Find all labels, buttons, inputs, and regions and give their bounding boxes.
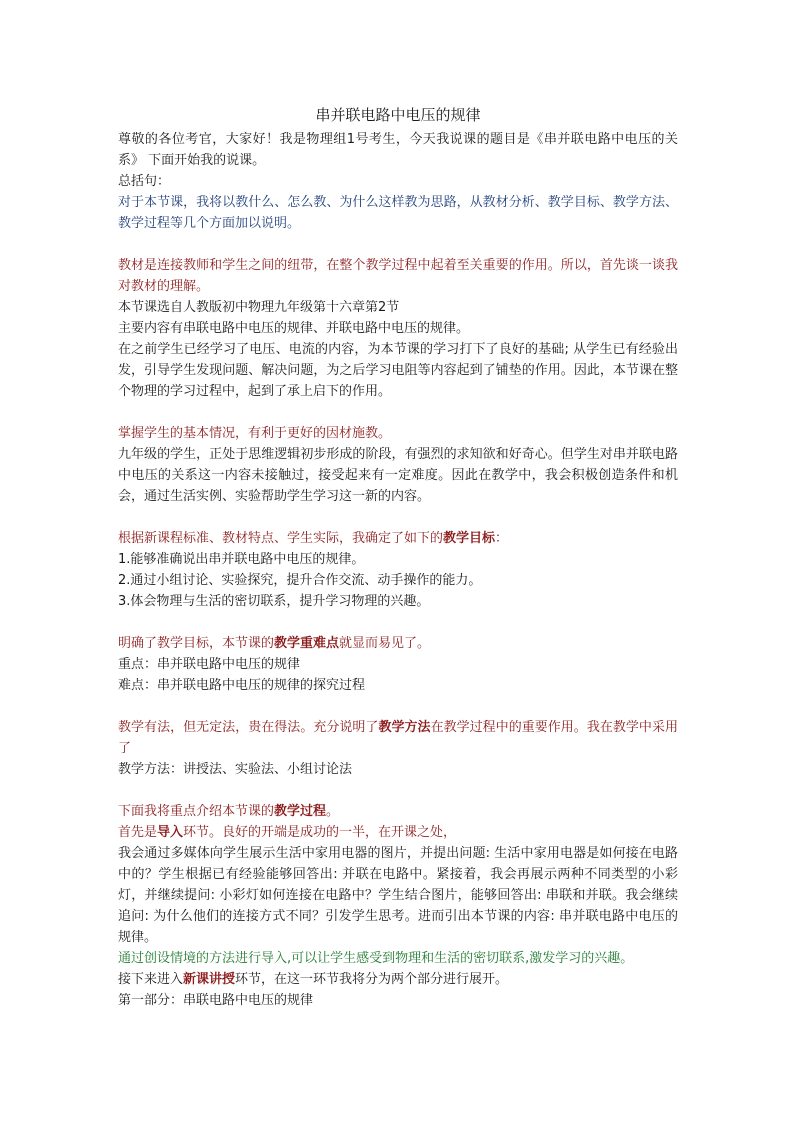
process-part-one: 第一部分：串联电路中电压的规律 <box>118 993 314 1008</box>
methods-lead <box>118 717 678 759</box>
materials-role: 在之前学生已经学习了电压、电流的内容，为本节课的学习打下了良好的基础; 从学生已有经验出发，引导学生发现问题、解决问题，为之后学习电阻等内容起到了铺垫的作用。因此，本节课在整个物理的学习过程中，起到了承上启下的作用。 <box>118 342 678 399</box>
process-intro-key: 导入 <box>157 825 184 840</box>
goals-lead-post: ： <box>495 531 509 546</box>
goal-item-2: 2.通过小组讨论、实验探究，提升合作交流、动手操作的能力。 <box>118 573 482 588</box>
keypoint-key: 重点：串并联电路中电压的规律 <box>118 657 301 672</box>
methods-lead-post: 在教学过程中的重要作用。我在教学中采用了 <box>118 720 678 756</box>
goals-lead <box>118 528 678 549</box>
process-lead-pre: 下面我将重点介绍本节课的 <box>118 804 275 819</box>
document-page <box>118 104 678 1011</box>
overview-paragraph: 对于本节课，我将以教什么、怎么教、为什么这样教为思路，从教材分析、教学目标、教学方法、教学过程等几个方面加以说明。 <box>118 195 678 231</box>
spacer <box>118 696 678 717</box>
students-lead: 掌握学生的基本情况，有利于更好的因材施教。 <box>118 426 392 441</box>
process-next-post: 环节，在这一环节我将分为两个部分进行展开。 <box>235 972 509 987</box>
materials-lead: 教材是连接教师和学生之间的纽带，在整个教学过程中起着至关重要的作用。所以，首先谈一谈我对教材的理解。 <box>118 258 678 294</box>
process-intro-paragraph: 我会通过多媒体向学生展示生活中家用电器的图片，并提出问题: 生活中家用电器是如何接在电路中的？学生根据已有经验能够回答出: 并联在电路中。紧接着，我会再展示两种不同类型的小彩灯，并继续提问: 小彩灯如何连接在电路中？学生结合图片，能够回答出: 串联和并联。我会继续追问: 为什么他们的连接方式不同？引发学生思考。进而引出本节课的内容: 串并联电路中电压的规律。 <box>118 846 678 945</box>
students-paragraph: 九年级的学生，正处于思维逻辑初步形成的阶段，有强烈的求知欲和好奇心。但学生对串并联电路中电压的关系这一内容未接触过，接受起来有一定难度。因此在教学中，我会积极创造条件和机会，通过生活实例、实验帮助学生学习这一新的内容。 <box>118 447 678 504</box>
methods-lead-pre: 教学有法，但无定法，贵在得法。充分说明了 <box>118 720 379 735</box>
overview-label: 总括句： <box>118 174 171 189</box>
spacer <box>118 612 678 633</box>
intro-paragraph: 尊敬的各位考官，大家好！我是物理组1号考生，今天我说课的题目是《串并联电路中电压的关系》 下面开始我的说课。 <box>118 132 678 168</box>
process-lead-key: 教学过程 <box>274 804 327 819</box>
keypoint-difficult: 难点：串并联电路中电压的规律的探究过程 <box>118 678 366 693</box>
spacer <box>118 780 678 801</box>
process-next-lead <box>118 969 678 990</box>
goal-item-1: 1.能够准确说出串并联电路中电压的规律。 <box>118 552 365 567</box>
document-title: 串并联电路中电压的规律 <box>315 106 481 124</box>
keypoints-lead <box>118 633 678 654</box>
methods-paragraph: 教学方法：讲授法、实验法、小组讨论法 <box>118 762 353 777</box>
goals-lead-key: 教学目标 <box>443 531 496 546</box>
process-lead-post: 。 <box>326 804 340 819</box>
process-lead <box>118 801 678 822</box>
process-intro-pre: 首先是 <box>118 825 158 840</box>
keypoints-lead-post: 就显而易见了。 <box>339 636 431 651</box>
methods-lead-key: 教学方法 <box>378 720 431 735</box>
process-intro-lead <box>118 822 678 843</box>
process-intro-post: 环节。良好的开端是成功的一半，在开课之处， <box>183 825 457 840</box>
keypoints-lead-key: 教学重难点 <box>274 636 340 651</box>
spacer <box>118 402 678 423</box>
process-green-paragraph: 通过创设情境的方法进行导入,可以让学生感受到物理和生活的密切联系,激发学习的兴趣。 <box>118 951 634 966</box>
materials-content: 主要内容有串联电路中电压的规律、并联电路中电压的规律。 <box>118 321 470 336</box>
goals-lead-pre: 根据新课程标准、教材特点、学生实际，我确定了如下的 <box>118 531 444 546</box>
goal-item-3: 3.体会物理与生活的密切联系，提升学习物理的兴趣。 <box>118 594 430 609</box>
spacer <box>118 234 678 255</box>
process-next-pre: 接下来进入 <box>118 972 184 987</box>
keypoints-lead-pre: 明确了教学目标，本节课的 <box>118 636 275 651</box>
materials-source: 本节课选自人教版初中物理九年级第十六章第2节 <box>118 300 400 315</box>
process-next-key: 新课讲授 <box>183 972 236 987</box>
spacer <box>118 507 678 528</box>
